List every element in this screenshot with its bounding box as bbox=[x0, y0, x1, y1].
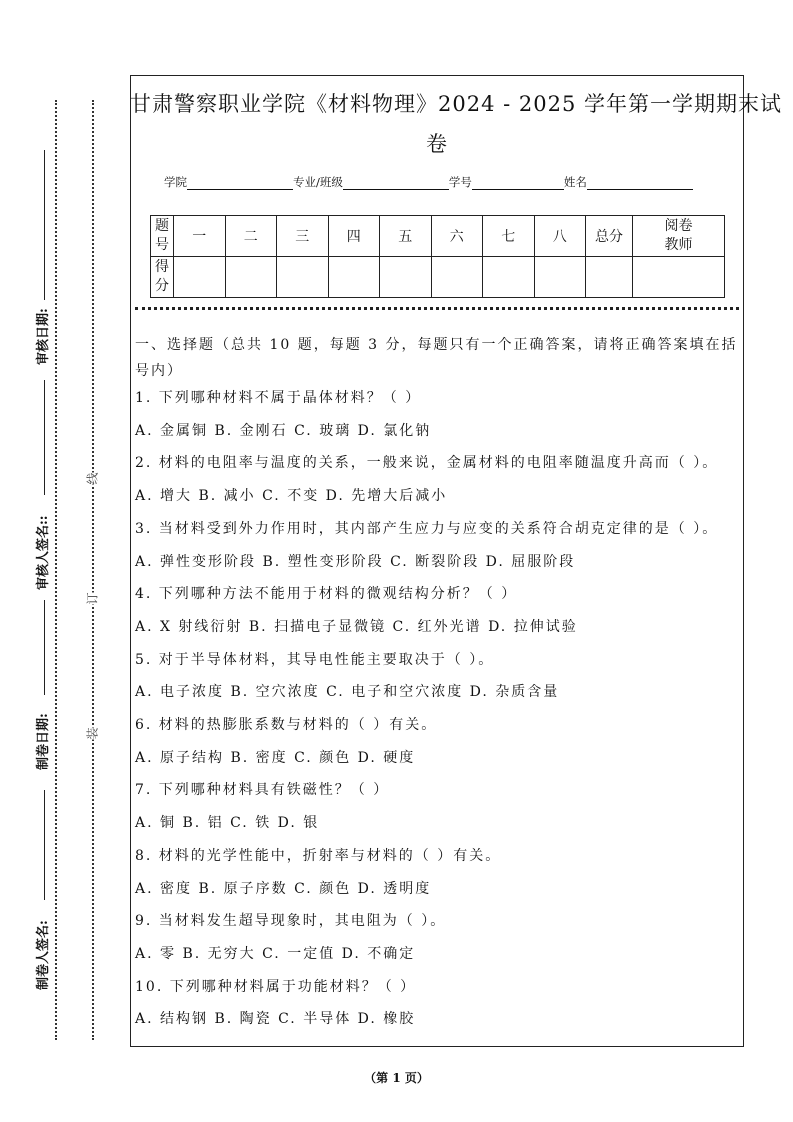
answer-options: A. 金属铜 B. 金刚石 C. 玻璃 D. 氯化钠 bbox=[135, 422, 432, 439]
header-cell: 二 bbox=[225, 216, 277, 257]
question-text: 6. 材料的热膨胀系数与材料的（ ）有关。 bbox=[135, 717, 438, 733]
cut-label: 装 bbox=[85, 727, 100, 740]
answer-options: A. 零 B. 无穷大 C. 一定值 D. 不确定 bbox=[135, 945, 416, 962]
reviewer-signature-line[interactable] bbox=[44, 380, 45, 495]
header-cell: 阅卷教师 bbox=[633, 216, 725, 257]
major-field[interactable] bbox=[343, 177, 449, 190]
exam-title: 甘肃警察职业学院《材料物理》2024 - 2025 学年第一学期期末试 bbox=[130, 92, 783, 116]
score-label: 得分 bbox=[151, 257, 174, 298]
college-field[interactable] bbox=[187, 177, 293, 190]
header-cell: 五 bbox=[380, 216, 432, 257]
score-row bbox=[151, 257, 725, 298]
answer-options: A. 原子结构 B. 密度 C. 颜色 D. 硬度 bbox=[135, 749, 416, 766]
score-cell[interactable] bbox=[586, 257, 633, 298]
score-cell[interactable] bbox=[633, 257, 725, 298]
header-cell: 四 bbox=[328, 216, 380, 257]
answer-options: A. X 射线衍射 B. 扫描电子显微镜 C. 红外光谱 D. 拉伸试验 bbox=[135, 618, 578, 635]
header-cell: 一 bbox=[174, 216, 226, 257]
question-text: 10. 下列哪种材料属于功能材料？（ ） bbox=[135, 978, 417, 995]
header-cell: 七 bbox=[483, 216, 535, 257]
dotted-divider bbox=[135, 307, 739, 310]
header-cell: 三 bbox=[277, 216, 329, 257]
exam-title-cont: 卷 bbox=[426, 132, 448, 156]
preparer-signature-line[interactable] bbox=[44, 790, 45, 900]
answer-options: A. 结构钢 B. 陶瓷 C. 半导体 D. 橡胶 bbox=[135, 1011, 416, 1028]
answer-options: A. 铜 B. 铝 C. 铁 D. 银 bbox=[135, 815, 320, 832]
header-cell: 八 bbox=[534, 216, 586, 257]
answer-options: A. 密度 B. 原子序数 C. 颜色 D. 透明度 bbox=[135, 880, 432, 897]
score-cell[interactable] bbox=[174, 257, 226, 298]
section-heading-cont: 号内） bbox=[135, 363, 183, 379]
question-text: 8. 材料的光学性能中，折射率与材料的（ ）有关。 bbox=[135, 847, 502, 864]
section-heading: 一、选择题（总共 10 题，每题 3 分，每题只有一个正确答案，请将正确答案填在括 bbox=[135, 337, 738, 353]
question-text: 2. 材料的电阻率与温度的关系，一般来说，金属材料的电阻率随温度升高而（ ）。 bbox=[135, 455, 719, 472]
question-text: 9. 当材料发生超导现象时，其电阻为（ ）。 bbox=[135, 913, 447, 930]
binding-dotted-line bbox=[55, 100, 57, 1040]
reviewer-signature-label: 审核人签名:: bbox=[36, 515, 51, 590]
question-text: 1. 下列哪种材料不属于晶体材料？（ ） bbox=[135, 390, 422, 406]
score-cell[interactable] bbox=[483, 257, 535, 298]
cut-label: 订 bbox=[85, 592, 100, 605]
header-cell: 总分 bbox=[586, 216, 633, 257]
preparer-signature-label: 制卷人签名: bbox=[36, 920, 51, 990]
question-text: 5. 对于半导体材料，其导电性能主要取决于（ ）。 bbox=[135, 651, 495, 668]
id-label: 学号 bbox=[448, 175, 472, 189]
college-label: 学院 bbox=[164, 175, 187, 189]
prep-date-line[interactable] bbox=[44, 600, 45, 695]
answer-options: A. 增大 B. 减小 C. 不变 D. 先增大后减小 bbox=[135, 488, 448, 505]
score-cell[interactable] bbox=[225, 257, 277, 298]
answer-options: A. 电子浓度 B. 空穴浓度 C. 电子和空穴浓度 D. 杂质含量 bbox=[135, 684, 560, 701]
name-label: 姓名 bbox=[563, 175, 587, 189]
question-text: 3. 当材料受到外力作用时，其内部产生应力与应变的关系符合胡克定律的是（ ）。 bbox=[135, 520, 719, 537]
score-cell[interactable] bbox=[534, 257, 586, 298]
page-number: （第 1 页） bbox=[364, 1071, 429, 1085]
prep-date-label: 制卷日期: bbox=[36, 713, 51, 770]
score-cell[interactable] bbox=[431, 257, 483, 298]
score-table bbox=[150, 215, 725, 298]
header-cell: 六 bbox=[431, 216, 483, 257]
score-header-row bbox=[151, 216, 725, 257]
question-text: 4. 下列哪种方法不能用于材料的微观结构分析？（ ） bbox=[135, 586, 518, 603]
header-cell: 题号 bbox=[151, 216, 174, 257]
major-label: 专业/班级 bbox=[293, 175, 343, 189]
cut-label: 线 bbox=[85, 472, 100, 485]
question-text: 7. 下列哪种材料具有铁磁性？（ ） bbox=[135, 782, 390, 799]
review-date-line[interactable] bbox=[44, 150, 45, 300]
name-field[interactable] bbox=[587, 177, 693, 190]
score-cell[interactable] bbox=[380, 257, 432, 298]
answer-options: A. 弹性变形阶段 B. 塑性变形阶段 C. 断裂阶段 D. 屈服阶段 bbox=[135, 553, 576, 570]
score-cell[interactable] bbox=[277, 257, 329, 298]
cut-dotted-line bbox=[92, 100, 94, 1040]
score-cell[interactable] bbox=[328, 257, 380, 298]
student-id-field[interactable] bbox=[472, 177, 564, 190]
student-info bbox=[164, 174, 693, 190]
review-date-label: 审核日期: bbox=[36, 308, 51, 365]
